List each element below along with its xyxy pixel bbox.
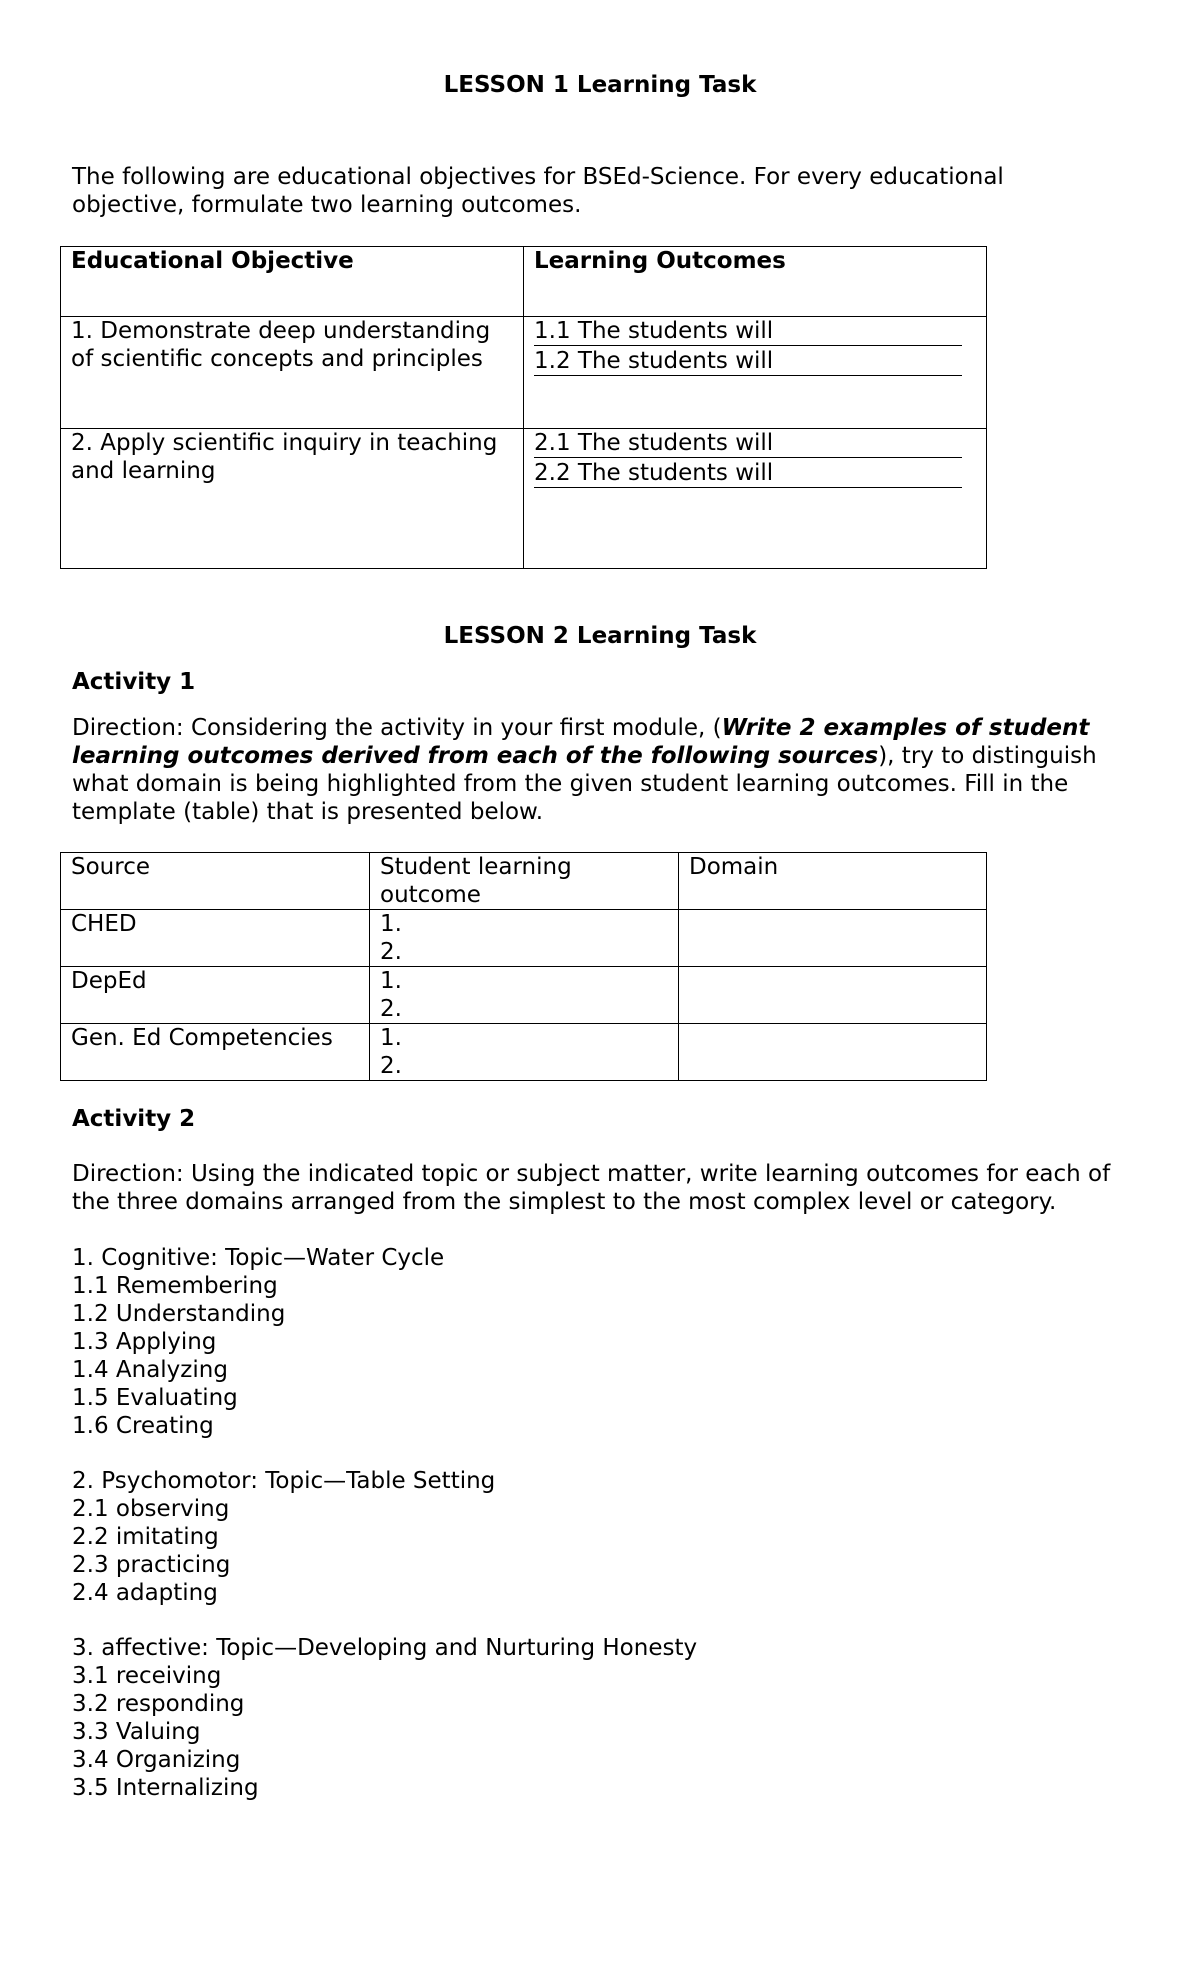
- list-item: 1.6 Creating: [72, 1413, 214, 1439]
- direction-emphasis: Write 2 examples of student learning outcomes derived from each of the following sources: [72, 715, 1090, 769]
- outcomes-cell: [524, 317, 987, 429]
- sources-table: [60, 852, 987, 1081]
- outcome-prompt: 2.1 The students will: [534, 430, 774, 456]
- header-student-learning-outcome: Student learning outcome: [370, 853, 679, 910]
- list-item: 1.1 Remembering: [72, 1273, 278, 1299]
- outcome-item: 1.: [380, 911, 402, 937]
- list-item: 1.3 Applying: [72, 1329, 217, 1355]
- domain-group: [72, 1244, 1147, 1440]
- list-item: 3.5 Internalizing: [72, 1775, 259, 1801]
- table-row: [61, 317, 987, 429]
- objective-cell: 2. Apply scientific inquiry in teaching and learning: [61, 429, 524, 569]
- outcome-item: 1.: [380, 968, 402, 994]
- table-row: [61, 429, 987, 569]
- source-cell: CHED: [61, 910, 370, 967]
- list-item: 3.2 responding: [72, 1691, 245, 1717]
- direction-text: Direction: Considering the activity in your first module, (: [72, 715, 722, 741]
- outcome-item: 1.: [380, 1025, 402, 1051]
- group-title: 2. Psychomotor: Topic—Table Setting: [72, 1468, 496, 1494]
- group-title: 1. Cognitive: Topic—Water Cycle: [72, 1245, 445, 1271]
- objectives-table: [60, 246, 987, 569]
- header-educational-objective: Educational Objective: [61, 247, 524, 317]
- domain-cell[interactable]: [679, 1024, 987, 1081]
- sources-table-header: [61, 853, 987, 910]
- activity1-direction: [72, 714, 1147, 826]
- domain-group: [72, 1467, 1147, 1607]
- activity1-heading: Activity 1: [72, 669, 196, 695]
- outcome-item: 2.: [380, 996, 402, 1022]
- list-item: 2.3 practicing: [72, 1552, 231, 1578]
- outcome-prompt: 2.2 The students will: [534, 460, 774, 486]
- list-item: 3.4 Organizing: [72, 1747, 241, 1773]
- activity2-direction: Direction: Using the indicated topic or subject matter, write learning outcomes for each of the three domains arranged from the simplest to the most complex level or category.: [72, 1161, 1111, 1215]
- direction-text: ), try to distinguish what domain is being highlighted from the given student learning outcomes. Fill in the template (table) that is presented below.: [72, 743, 1097, 825]
- outcomes-cell: [524, 429, 987, 569]
- table-row: [61, 967, 987, 1024]
- header-learning-outcomes: Learning Outcomes: [524, 247, 987, 317]
- outcome-prompt: 1.2 The students will: [534, 348, 774, 374]
- list-item: 2.2 imitating: [72, 1524, 219, 1550]
- list-item: 1.2 Understanding: [72, 1301, 286, 1327]
- objective-cell: 1. Demonstrate deep understanding of scientific concepts and principles: [61, 317, 524, 429]
- table-row: [61, 910, 987, 967]
- header-source: Source: [61, 853, 370, 910]
- table-row: [61, 1024, 987, 1081]
- outcome-item: 2.: [380, 939, 402, 965]
- list-item: 2.4 adapting: [72, 1580, 218, 1606]
- header-domain: Domain: [679, 853, 987, 910]
- lesson2-title: LESSON 2 Learning Task: [443, 623, 757, 649]
- list-item: 3.1 receiving: [72, 1663, 222, 1689]
- outcome-item: 2.: [380, 1053, 402, 1079]
- source-cell: DepEd: [61, 967, 370, 1024]
- list-item: 3.3 Valuing: [72, 1719, 201, 1745]
- outcome-prompt: 1.1 The students will: [534, 318, 774, 344]
- outcome-cell[interactable]: [370, 910, 679, 967]
- group-title: 3. affective: Topic—Developing and Nurturing Honesty: [72, 1635, 698, 1661]
- objectives-table-header: [61, 247, 987, 317]
- domain-group: [72, 1634, 1147, 1802]
- list-item: 2.1 observing: [72, 1496, 230, 1522]
- list-item: 1.4 Analyzing: [72, 1357, 228, 1383]
- domain-cell[interactable]: [679, 910, 987, 967]
- domain-cell[interactable]: [679, 967, 987, 1024]
- activity2-heading: Activity 2: [72, 1106, 196, 1132]
- source-cell: Gen. Ed Competencies: [61, 1024, 370, 1081]
- list-item: 1.5 Evaluating: [72, 1385, 238, 1411]
- lesson1-intro: The following are educational objectives for BSEd-Science. For every educational objective, formulate two learning outcomes.: [72, 164, 1004, 218]
- lesson1-title: LESSON 1 Learning Task: [443, 72, 757, 98]
- outcome-cell[interactable]: [370, 967, 679, 1024]
- outcome-cell[interactable]: [370, 1024, 679, 1081]
